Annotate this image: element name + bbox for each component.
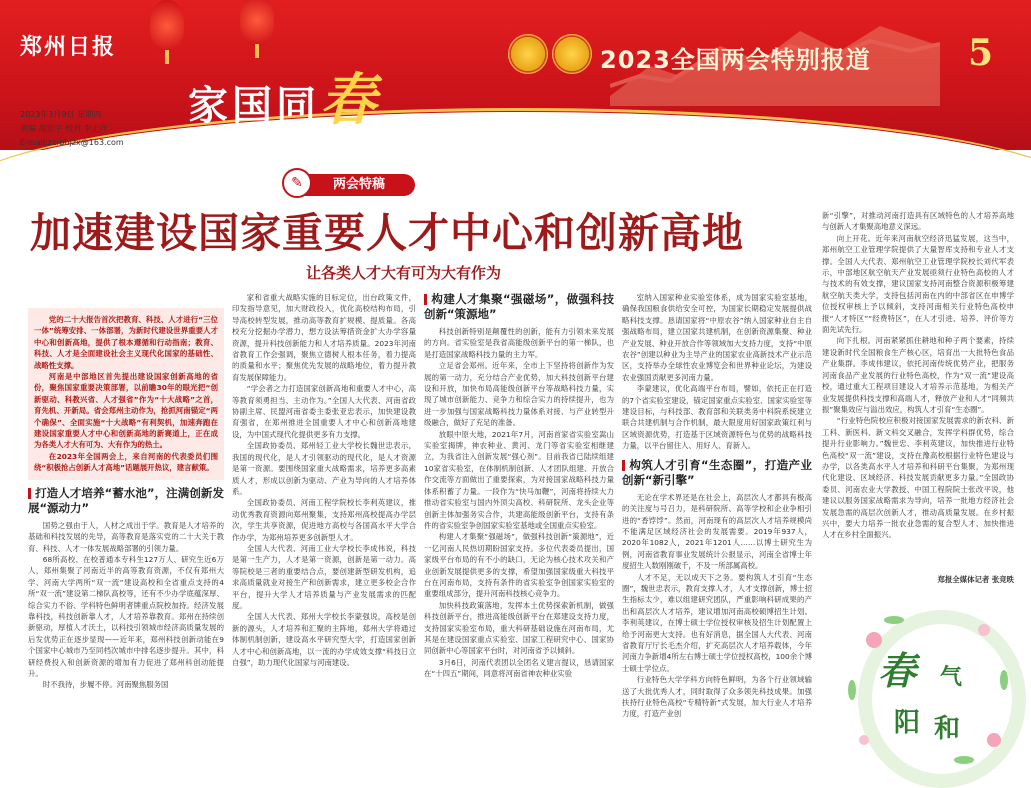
section-title-main: 家国同 xyxy=(188,82,320,129)
intro-box xyxy=(28,308,224,480)
wreath-char: 春 xyxy=(878,648,917,693)
leaf-illustration xyxy=(834,590,1022,780)
section-heading-text: 打造人才培养“蓄水池”，注满创新发展“源动力” xyxy=(28,485,224,515)
body-paragraph: 放眼中原大地，2021年7月，河南首家省实验室嵩山实验室揭牌，神农种业、黄河、龙门等省实验室相继建立，为我省注入创新发展“强心剂”。目前我省已陆续组建10家省实验室，在体制机制创新、人才团队组建、开放合作交流等方面做出了重要探索，为对接国家战略科技力量体系积蓄了力量。一段作为“快马加鞭”，河南将持续大力推动省实验室与国内外顶尖高校、科研院所、龙头企业等创新主体加强务实合作，共建高能级创新平台，支持有条件的省实验室争创国家实验室基地或全国重点实验室。 xyxy=(424,429,614,530)
subheadline: 让各类人才大有可为大有作为 xyxy=(306,264,502,282)
section-heading xyxy=(28,486,224,516)
headline: 加速建设国家重要人才中心和创新高地 xyxy=(30,209,744,257)
body-paragraph: 立足省会郑州。近年来，全市上下坚持将创新作为发展的第一动力，充分结合产业优势，加大科技创新平台建设和开放，加快布局高能级创新平台等战略科技力量，实现了城市创新能力、竞争力和综合实力的持续提升，也为进一步加强与国家战略科技力量体系对接、与产业转型升级融合，做好了充足的准备。 xyxy=(424,361,614,428)
section-heading-text: 构建人才集聚“强磁场”，做强科技创新“策源地” xyxy=(424,292,614,321)
body-paragraph: “行业特色院校应积极对接国家发展需求的新农科、新工科、新医科、新文科交叉融合，发挥学科群优势，综合提升行业影响力。”魏世忠、李利英建议，加快推进行业特色高校“双一流”建设，支持在豫高校根据行业特色建设与办学，以各类高水平人才培养和科研平台集聚，为郑州现代化建设、区域经济、科技发展贡献更多力量。”全国政协委员、河南农业大学教授、中国工程院院士张改平说，他建议以服务国家战略需求为导向，培养一批地方经济社会发展急需的高层次创新人才，推动高质量发展。在乡村振兴中，要大力培养一批农业急需的复合型人才、加快推进人才在乡村全面振兴。 xyxy=(822,416,1014,540)
wreath-char: 阳 xyxy=(894,708,921,738)
issue-meta xyxy=(20,108,124,150)
page-banner xyxy=(0,0,1031,165)
special-report-title: 2023全国两会特别报道 xyxy=(600,46,871,74)
intro-paragraph: 河南是中部地区首先提出建设国家创新高地的省份，聚焦国家重要决策部署，以前瞻30年的眼光把“创新驱动、科教兴省、人才强省”作为“十大战略”之首，育先机、开新局。省会郑州主动作为，抢抓河南锚定“两个确保”、全面实施“十大战略”有利契机，加速奔跑在建设国家重要人才中心和创新高地的新赛道上，正在成为各类人才大有可为、大有作为的热土。 xyxy=(34,372,218,450)
author-credit: 郑报全媒体记者 张竞昳 xyxy=(937,575,1014,584)
column-1 xyxy=(28,308,224,782)
body-paragraph: 人才不足，无以成天下之务。要构筑人才引育“生态圈”，魏世忠表示，教育支撑人才，人才支撑创新，博士招生指标太少，难以组建研究团队，严重影响科研成果的产出和高层次人才培养，建议增加河南高校硕博招生计划。李利英建议，在博士硕士学位授权审核及招生计划配置上给予河南更大支持。也有好消息，据全国人大代表、河南省教育厅厅长毛杰介绍，扩充高层次人才培养载体，今年河南力争新增4所左右博士硕士学位授权高校，100余个博士硕士学位点。 xyxy=(622,572,812,673)
wreath-char: 气 xyxy=(940,664,963,690)
newspaper-name: 郑州日报 xyxy=(20,34,117,60)
contact-email: E-mail:zzrbhjzx@163.com xyxy=(20,138,124,147)
section-marker xyxy=(424,294,427,305)
page-number: 5 xyxy=(968,32,994,74)
column-5 xyxy=(822,210,1014,586)
wreath-char: 和 xyxy=(934,714,961,744)
section-marker xyxy=(622,460,625,471)
section-title xyxy=(188,56,380,136)
body-paragraph: 全国政协委员、河南工程学院校长李利英建议，推动优秀教育资源向郑州聚集，支持郑州高校提高办学层次，学生共享资源，促进地方高校与各国高水平大学合作办学，为郑州培养更多创新型人才。 xyxy=(232,498,416,542)
cppcc-emblem-icon xyxy=(552,34,592,74)
section-heading xyxy=(622,458,812,488)
section-heading xyxy=(424,292,614,322)
column-3 xyxy=(424,292,614,782)
body-paragraph: 构建人才集聚“强磁场”，做强科技创新“策源地”，近一亿河南人民热切期盼国家支持。多位代表委员提出，国家级平台布局的有不小的缺口，无论为核心技术攻关和产业创新发展提供更多的支撑，希望加强国家级重大科技平台在河南布局，支持有条件的省实验室争创国家实验室的重要组成部分，提升河南科技核心竞争力。 xyxy=(424,532,614,599)
column-2 xyxy=(232,292,416,782)
body-paragraph: 加快科技政策落地，发挥本土优势探索新机制，做强科技创新平台，推进高能级创新平台在郑建设支持力度，支持国家实验室布局，重大科研基础设施在河南布局，尤其是在建设国家重点实验室、国家工程研究中心、国家协同创新中心等国家平台时，对河南省予以倾斜。 xyxy=(424,600,614,656)
body-paragraph: 3月6日，河南代表团以全团名义建言提议，恳请国家在“十四五”期间，同意将河南省神农种业实验 xyxy=(424,657,614,679)
national-emblem-icon xyxy=(508,34,548,74)
intro-paragraph: 在2023年全国两会上，来自河南的代表委员们围绕“积极抢占创新人才高地”话题展开热议，建言献策。 xyxy=(34,451,218,473)
body-paragraph: 李蒙建议，优化高端平台布局，譬如，依托正在打造的7个省实验室建设，锚定国家重点实验室、国家实验室等建设目标，与科技部、教育部和关联类务中科院系统建立联合共建机制与合作机制，最大限度用好国家政策红利与区域资源优势，打造基于区域资源特色与优势的战略科技力量，以平台留住人、用好人、育新人。 xyxy=(622,384,812,451)
body-paragraph: 全国人大代表、郑州大学校长李蒙强说，高校是创新的源头，人才培养和汇聚的主阵地，郑州大学将通过体制机制创新，建设高水平研究型大学，打造国家创新人才中心和创新高地，以一流的办学成效支撑“科技日立自强”，助力现代化国家与河南建设。 xyxy=(232,612,416,667)
intro-paragraph: 党的二十大报告首次把教育、科技、人才进行“三位一体”统筹安排、一体部署，为新时代建设世界重要人才中心和创新高地，提供了根本遵循和行动指南；教育、科技、人才是全面建设社会主义现代化国家的基础性、战略性支撑。 xyxy=(34,315,218,370)
issue-date: 2023年3月9日 星期四 xyxy=(20,110,102,119)
body-paragraph: 室纳入国家种业实验室体系，成为国家实验室基地，确保我国粮食供给安全可控，为国家长期稳定发展提供战略科技支撑。恳请国家将“中原农谷”纳入国家种业自主自强战略布局，建立国家共建机制，在创新资源集聚、种业产业发展、种业开放合作等领域加大支持力度，支持“中原农谷”创建以种业为主导产业的国家农业高新技术产业示范区，支持举办全球性农业博览会和世界种业论坛，为建设农业强国贡献更多河南力量。 xyxy=(622,293,812,382)
body-paragraph: 向上开花。近年来河南航空经济迅猛发展，这当中，郑州航空工业管理学院提供了大量智库支持和专业人才支撑。全国人大代表、郑州航空工业管理学院校长刘代军表示，中部地区航空航天产业发展亟须行业特色高校的人才与技术的有效支撑，建议国家支持河南整合资源积极筹建航空航天类大学，支持包括河南在内的中部省区在申博学位授权审核上予以倾斜，支持河南相关行业特色高校申报“人才特区”“经费特区”，在人才引进、培养、评价等方面先试先行。 xyxy=(822,233,1014,335)
feature-tag-label: 两会特稿 xyxy=(332,177,385,192)
column-4 xyxy=(622,292,812,782)
body-paragraph: 全国人大代表、河南工业大学校长李成伟说，科技是第一生产力，人才是第一资源，创新是第一动力。高等院校是三者的重要结合点，要创建新型研发机构，追求高质量就业对接生产和创新需求，建立更多校企合作平台，提升大学人才培养质量与产业发展需求的匹配度。 xyxy=(232,543,416,610)
body-paragraph: 新“引擎”，对推动河南打造具有区域特色的人才培养高地与创新人才集聚高地意义深远。 xyxy=(822,211,1014,232)
body-paragraph: 国势之强由于人，人材之成出于学。教育是人才培养的基础和科技发展的先导，高等教育是落实党的二十大关于教育、科技、人才一体发展战略部署的引领力量。 xyxy=(28,520,224,553)
pen-icon: ✎ xyxy=(282,168,312,198)
section-marker xyxy=(28,488,31,499)
body-paragraph: 行业特色大学学科方向特色鲜明，为各个行业领域输送了大批优秀人才，同时取得了众多领先科技成果。加强扶持行业特色高校“专精特新”式发展，加大行业人才培养力度，打造产业创 xyxy=(622,675,812,719)
body-paragraph: 无论在学术界还是在社会上，高层次人才都具有极高的关注度与号召力，是科研院所、高等学校和企业争相引进的“香饽饽”。然而，河南现有的高层次人才培养规模尚不能满足区域经济社会的发展需要。2019年937人，2020年1082人，2021年1201人……以博士研究生为例，河南省教育事业发展统计公报显示，河南全省博士年度招生人数刚刚破千，不及一所部属高校。 xyxy=(622,492,812,571)
section-title-spring: 春 xyxy=(320,67,380,133)
body-paragraph: 全国政协委员、郑州轻工业大学校长魏世忠表示，我国的现代化，是人才引领驱动的现代化，是人才资源是第一资源。要围绕国家重大战略需求，培养更多高素质人才，形成以创新为驱动、产业为导向的人才培养体系。 xyxy=(232,441,416,496)
body-paragraph: 家和省重大战略实施的目标定位，出台政策文件，印发指导意见，加大财政投入，优化高校结构布局，引导高校转型发展，推动高等教育扩规模、提质量。各高校充分挖掘办学潜力，想方设法筹措资金扩大办学容量资源，提升科技创新能力和人才培养质量。2023年河南省教育工作会强调，聚焦立德树人根本任务，着力提高的质量和水平；聚焦优先发展的战略地位，着力提升教育发展保障能力。 xyxy=(232,293,416,382)
body-paragraph: 时不我待，步履不停。河南聚焦服务国 xyxy=(42,680,169,690)
body-paragraph: 科技创新特别是颠覆性的创新，能有力引领未来发展的方向。省实验室是我省高能级创新平台的第一梯队，也是打造国家战略科技力量的主力军。 xyxy=(424,327,614,359)
lantern-icon xyxy=(150,0,184,52)
body-paragraph: “学会者之力打造国家创新高地和重要人才中心，高等教育须勇担当、主动作为。”全国人大代表、河南省政协副主席、民盟河南省委主委张亚忠表示，加快建设教育强省，在郑州推进全国重要人才中心和创新高地建设，为中国式现代化提供更多有力支撑。 xyxy=(232,384,416,439)
spring-wreath-decoration xyxy=(834,590,1022,780)
lantern-icon xyxy=(240,0,274,46)
body-paragraph: 向下扎根。河南紧紧抓住耕地和种子两个要素，持续建设新时代全国粮食生产核心区，培育出一大批特色食品产业集群。李成伟建议，依托河南传统优势产业，把服务河南食品产业发展的行业特色高校，作为“双一流”建设高校，通过重大工程项目建设人才培养示范基地，为相关产业发展提供科技支撑和高端人才，释放产业和人才“同频共振”聚集效应与溢出效应，构筑人才引育“生态圈”。 xyxy=(822,336,1014,414)
editor-credit: 责编 高宏宇 校对 李正洋 xyxy=(20,124,108,133)
body-paragraph: 68所高校、在校普通本专科生127万人、研究生近6万人，郑州集聚了河南近半的高等教育资源，不仅有郑州大学、河南大学两所“双一流”建设高校和全省重点支持的4所“双一流”建设第二梯队高校等，还有不少办学底蕴深厚、综合实力不俗、学科特色鲜明者牌重点院校加持。经济发展靠科技，科技创新靠人才，人才培养靠教育。郑州在持续创新驱动，厚植人才沃土，以科技引领城市经济高质量发展的后发优势正在逐步显现——近年来，郑州科技创新动能在9个国家中心城市乃至同档次城市中排名逐步提升。其中，科研经费投入和创新资源的增加有力促进了郑州科创动能提升。 xyxy=(28,554,224,678)
section-heading-text: 构筑人才引育“生态圈”，打造产业创新“新引擎” xyxy=(622,457,812,487)
